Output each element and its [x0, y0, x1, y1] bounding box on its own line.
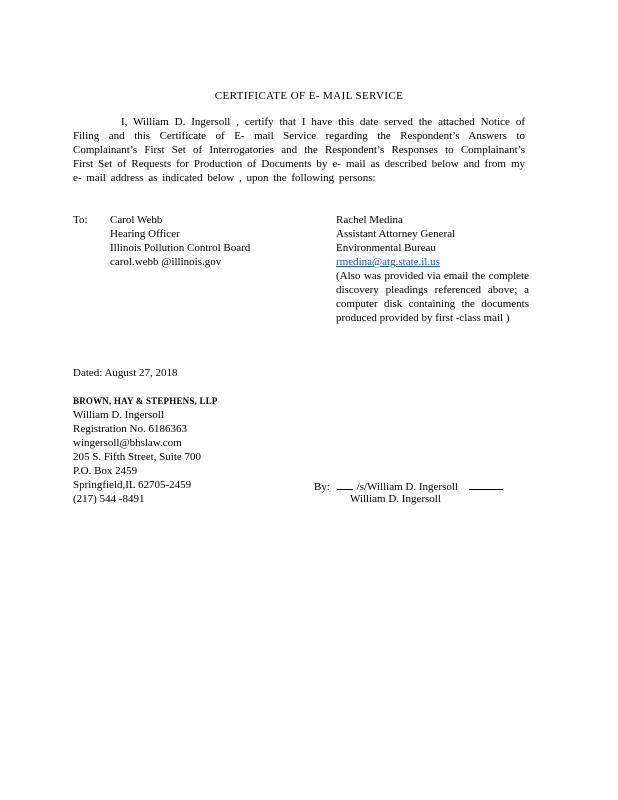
firm-po-box: P.O. Box 2459: [73, 465, 138, 477]
electronic-signature: /s/William D. Ingersoll: [356, 481, 458, 493]
firm-registration: Registration No. 6186363: [73, 423, 187, 435]
signer-name: William D. Ingersoll: [350, 493, 441, 505]
firm-street: 205 S. Fifth Street, Suite 700: [73, 451, 202, 463]
firm-email: wingersoll@bhslaw.com: [73, 437, 182, 449]
recipient1-org: Illinois Pollution Control Board: [110, 242, 251, 254]
recipient2-service-note: (Also was provided via email the complete discovery pleadings referenced above; a computer disk containing the documents produced provided by first -class mail ): [336, 270, 529, 324]
firm-attorney: William D. Ingersoll: [73, 409, 164, 421]
recipient2-name: Rachel Medina: [336, 214, 403, 226]
recipient1-name: Carol Webb: [110, 214, 163, 226]
recipient2-email-link[interactable]: rmedina@atg.state.il.us: [336, 256, 440, 268]
signature-underline-right: [469, 478, 503, 490]
firm-name: BROWN, HAY & STEPHENS, LLP: [73, 396, 218, 406]
recipient1-title: Hearing Officer: [110, 228, 180, 240]
firm-phone: (217) 544 -8491: [73, 493, 145, 505]
dated-line: Dated: August 27, 2018: [73, 367, 178, 379]
recipient2-org: Environmental Bureau: [336, 242, 436, 254]
recipient-block-attorney-general: [336, 213, 529, 325]
recipient1-email: carol.webb @illinois.gov: [110, 256, 222, 268]
by-label: By:: [314, 481, 330, 493]
recipient2-title: Assistant Attorney General: [336, 228, 456, 240]
certificate-title: CERTIFICATE OF E- MAIL SERVICE: [214, 90, 404, 102]
recipient-block-hearing-officer: [110, 213, 250, 269]
certification-paragraph: I, William D. Ingersoll , certify that I have this date served the attached Notice of Filing and this Certificate of E- mail Service regarding the Respondent’s Answers to Complainant’s First Set of Interrogatories and the Respondent’s Responses to Complainant’s First Set of Requests for Production of Documents by e- mail as described below and from my e- mail address as indicated below , upon the following persons:: [73, 116, 525, 184]
to-label: To:: [73, 214, 88, 226]
signature-underline-left: [337, 478, 353, 490]
firm-signature-block: [73, 394, 218, 506]
firm-city: Springfield,IL 62705-2459: [73, 479, 192, 491]
